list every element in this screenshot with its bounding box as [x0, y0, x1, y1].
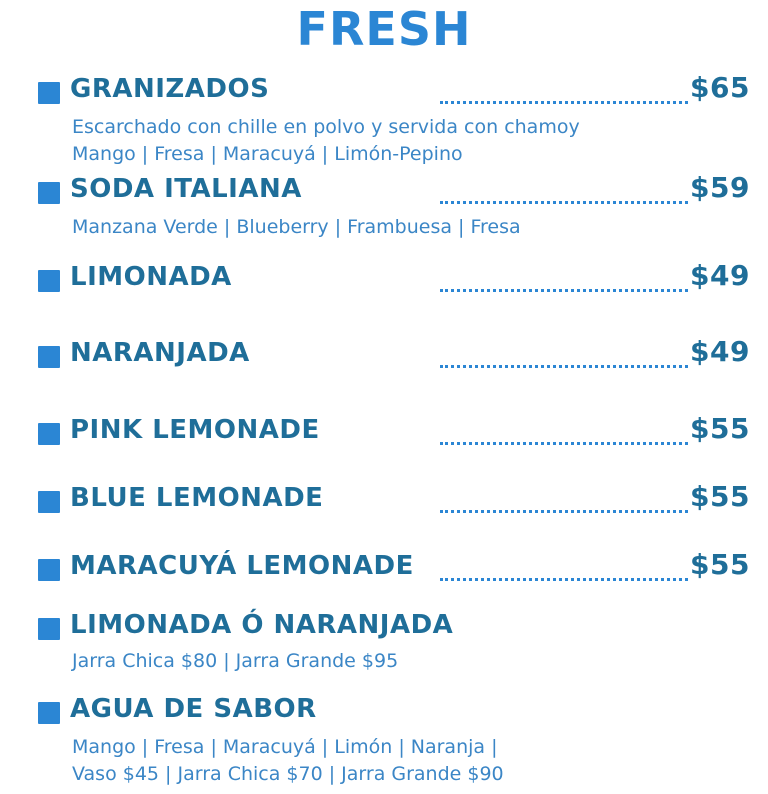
dot-leader [440, 201, 688, 204]
item-name: AGUA DE SABOR [70, 694, 317, 724]
bullet-square-icon [38, 182, 60, 204]
menu-item-granizados [38, 71, 758, 168]
item-sizes: Vaso $45 | Jarra Chica $70 | Jarra Grande $90 [72, 763, 504, 785]
item-name: LIMONADA [70, 262, 232, 292]
dot-leader [440, 442, 688, 445]
dot-leader [440, 101, 688, 104]
bullet-square-icon [38, 702, 60, 724]
item-price: $55 [690, 480, 750, 513]
dot-leader [440, 578, 688, 581]
item-flavors: Mango | Fresa | Maracuyá | Limón | Naranja | [72, 736, 498, 758]
item-name: BLUE LEMONADE [70, 483, 324, 513]
dot-leader [440, 510, 688, 513]
menu-item-soda-italiana [38, 171, 758, 241]
item-price: $65 [690, 71, 750, 104]
menu-item-pink-lemonade [38, 412, 758, 449]
menu-item-agua-de-sabor [38, 694, 758, 788]
bullet-square-icon [38, 618, 60, 640]
item-flavors: Mango | Fresa | Maracuyá | Limón-Pepino [72, 143, 463, 165]
item-name: NARANJADA [70, 338, 250, 368]
dot-leader [440, 289, 688, 292]
item-name: PINK LEMONADE [70, 415, 320, 445]
bullet-square-icon [38, 346, 60, 368]
item-price: $49 [690, 259, 750, 292]
item-name: SODA ITALIANA [70, 174, 302, 204]
menu-item-naranjada [38, 335, 758, 372]
item-description: Escarchado con chille en polvo y servida con chamoy [72, 116, 580, 138]
item-flavors: Manzana Verde | Blueberry | Frambuesa | Fresa [72, 216, 521, 238]
item-price: $55 [690, 548, 750, 581]
item-name: MARACUYÁ LEMONADE [70, 551, 414, 581]
menu-item-limonada [38, 259, 758, 296]
item-price: $49 [690, 335, 750, 368]
menu-item-blue-lemonade [38, 480, 758, 517]
menu-item-limonada-o-naranjada [38, 610, 758, 675]
bullet-square-icon [38, 559, 60, 581]
item-price: $55 [690, 412, 750, 445]
bullet-square-icon [38, 270, 60, 292]
dot-leader [440, 365, 688, 368]
menu-title: FRESH [296, 2, 472, 56]
menu-item-maracuya-lemonade [38, 548, 758, 585]
bullet-square-icon [38, 82, 60, 104]
item-name: LIMONADA Ó NARANJADA [70, 610, 454, 640]
bullet-square-icon [38, 423, 60, 445]
bullet-square-icon [38, 491, 60, 513]
item-sizes: Jarra Chica $80 | Jarra Grande $95 [72, 650, 399, 672]
item-price: $59 [690, 171, 750, 204]
item-name: GRANIZADOS [70, 74, 270, 104]
